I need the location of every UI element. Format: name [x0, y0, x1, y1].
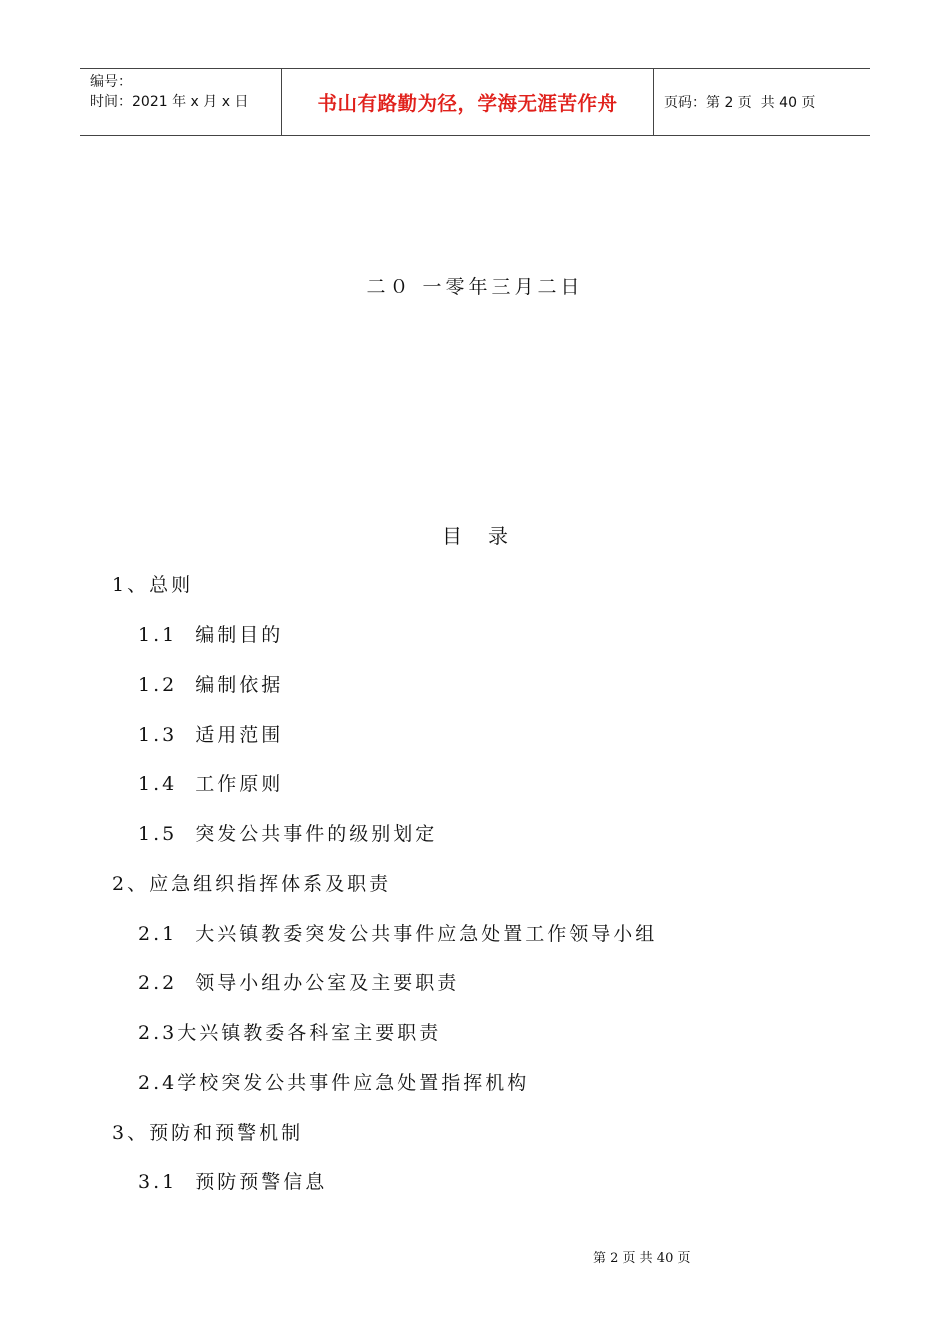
header-page-cell	[654, 69, 870, 135]
toc-item: 1.3 适用范围	[138, 724, 284, 746]
toc-item: 3、预防和预警机制	[112, 1122, 304, 1144]
page-footer-number: 第 2 页 共 40 页	[593, 1251, 691, 1266]
toc-item: 1.5 突发公共事件的级别划定	[138, 823, 438, 845]
toc-item: 2、应急组织指挥体系及职责	[112, 873, 392, 895]
toc-item: 1.2 编制依据	[138, 674, 284, 696]
toc-item: 1、总则	[112, 574, 194, 596]
toc-item: 2.2 领导小组办公室及主要职责	[138, 972, 460, 994]
header-page-info: 页码：第 2 页 共 40 页	[664, 95, 816, 111]
toc-title	[0, 520, 950, 549]
header-time-label: 时间：2021 年 x 月 x 日	[90, 94, 249, 110]
header-motto-cell	[282, 69, 654, 135]
header-meta-cell	[80, 69, 282, 135]
toc-title-char-2: 录	[488, 524, 508, 548]
toc-item: 1.1 编制目的	[138, 624, 284, 646]
page-header-table	[80, 68, 870, 136]
toc-title-char-1: 目	[442, 524, 462, 548]
header-motto: 书山有路勤为径，学海无涯苦作舟	[317, 92, 618, 115]
toc-item: 2.4学校突发公共事件应急处置指挥机构	[138, 1072, 530, 1094]
header-number-label: 编号：	[90, 74, 132, 90]
document-date: 二０ 一零年三月二日	[366, 276, 584, 298]
toc-item: 2.3大兴镇教委各科室主要职责	[138, 1022, 442, 1044]
toc-item: 3.1 预防预警信息	[138, 1171, 328, 1193]
toc-item: 2.1 大兴镇教委突发公共事件应急处置工作领导小组	[138, 923, 658, 945]
toc-item: 1.4 工作原则	[138, 773, 284, 795]
